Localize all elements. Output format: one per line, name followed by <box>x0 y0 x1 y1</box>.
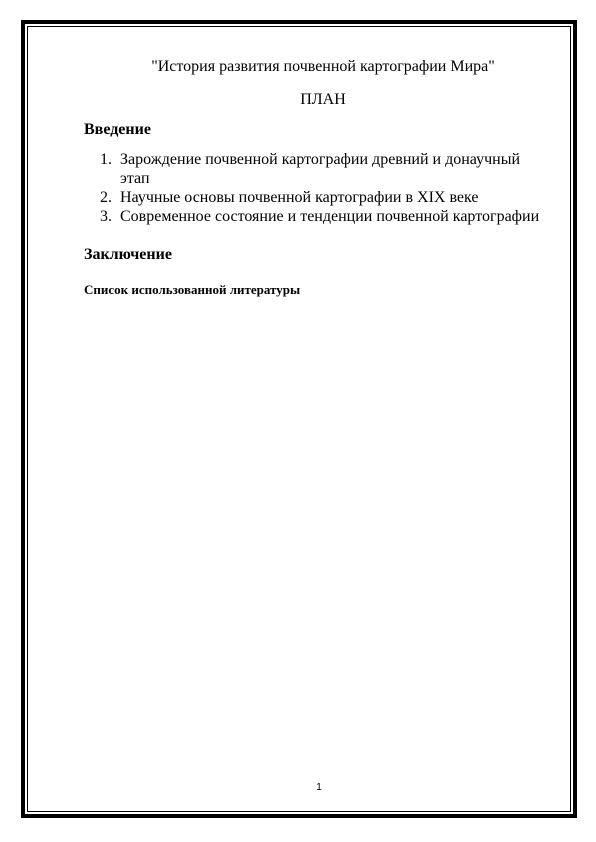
page-border-inner <box>27 26 571 812</box>
plan-item-number: 3. <box>100 208 112 225</box>
plan-list-item <box>100 188 560 207</box>
plan-list-item <box>100 207 560 226</box>
plan-heading: ПЛАН <box>300 91 346 108</box>
plan-item-number: 2. <box>100 189 112 206</box>
document-title: "История развития почвенной картографии Мира" <box>151 58 495 75</box>
plan-item-number: 1. <box>100 151 112 168</box>
plan-item-text: Зарождение почвенной картографии древний и донаучный этап <box>120 151 521 187</box>
plan-list <box>100 150 560 226</box>
page-number: 1 <box>316 782 322 793</box>
plan-list-item <box>100 150 560 188</box>
references-heading: Список использованной литературы <box>84 282 301 297</box>
intro-heading: Введение <box>84 121 151 138</box>
plan-item-text: Научные основы почвенной картографии в XIX веке <box>120 189 479 206</box>
plan-item-text: Современное состояние и тенденции почвенной картографии <box>120 208 540 225</box>
conclusion-heading: Заключение <box>84 246 172 263</box>
